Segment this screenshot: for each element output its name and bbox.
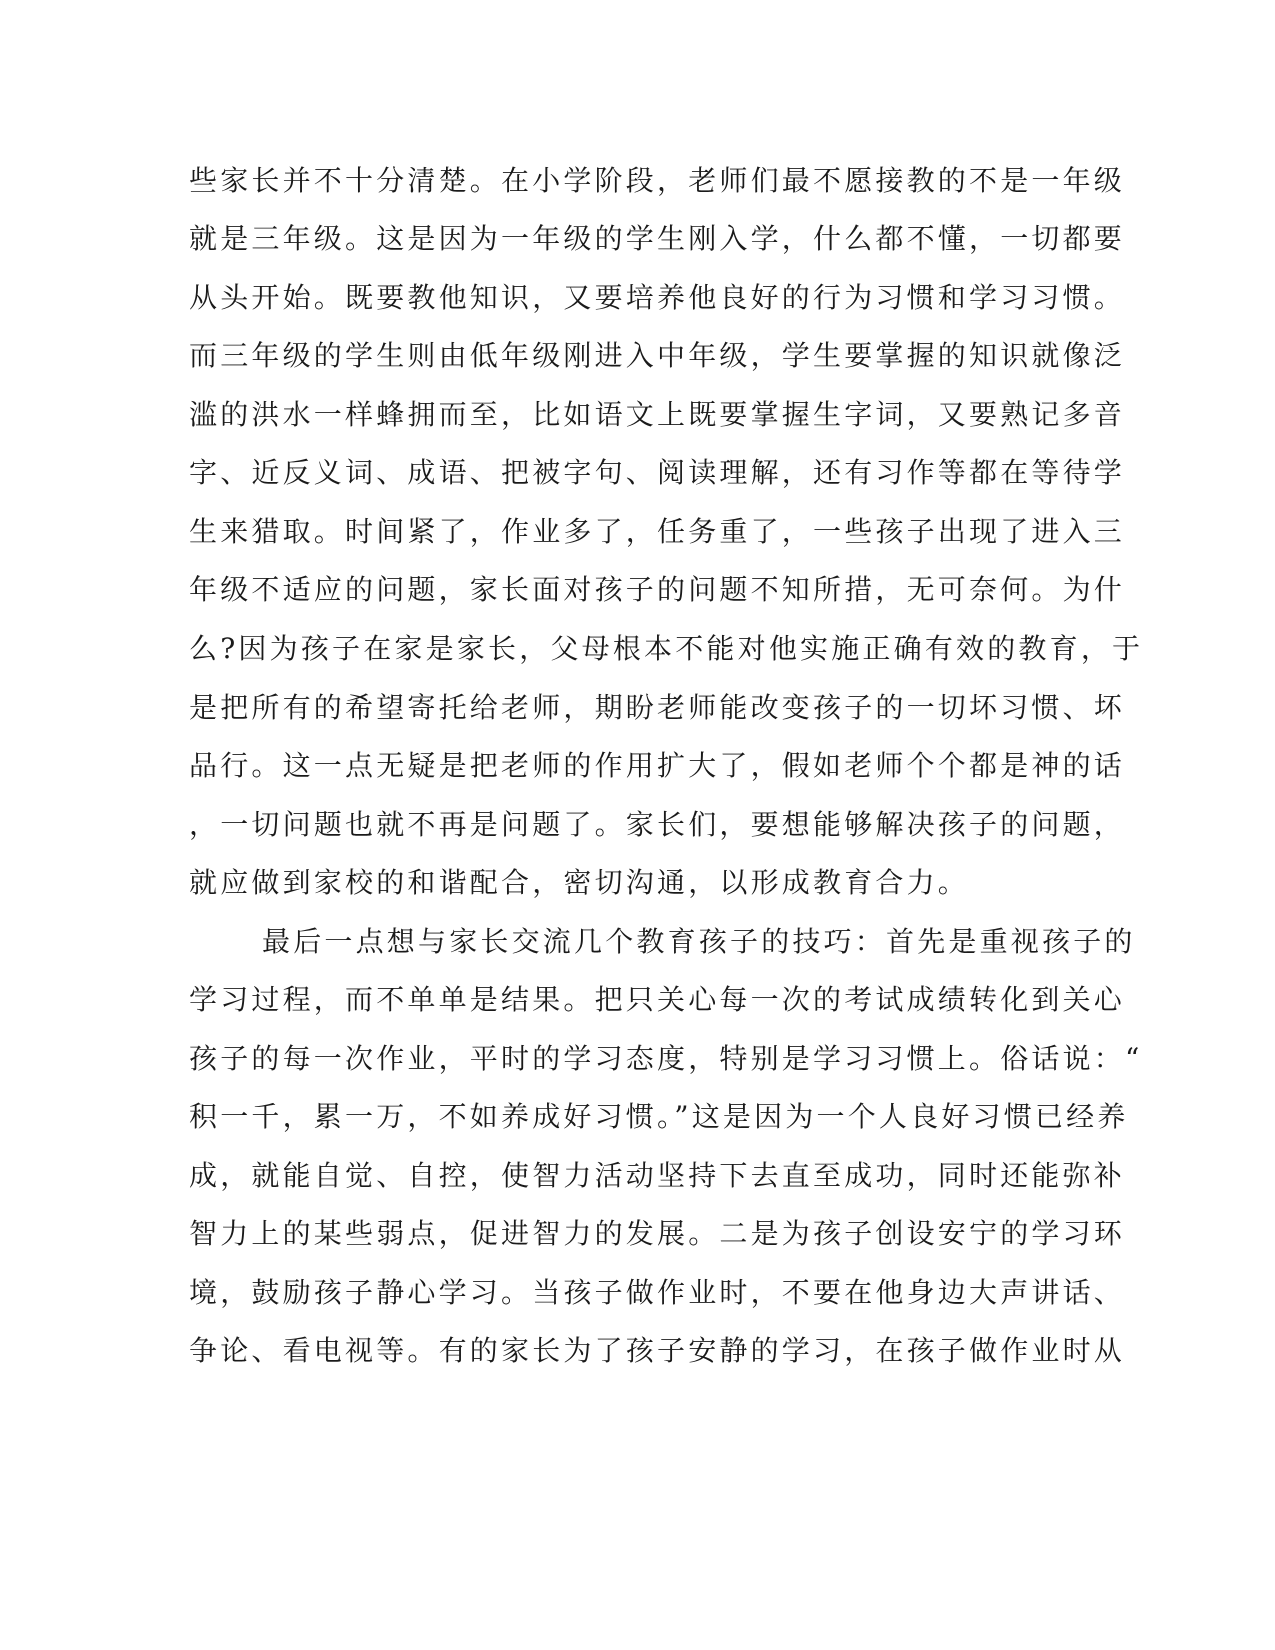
text-line: 品行。这一点无疑是把老师的作用扩大了，假如老师个个都是神的话 — [189, 749, 1126, 782]
text-line: 些家长并不十分清楚。在小学阶段，老师们最不愿接教的不是一年级 — [189, 164, 1126, 197]
text-line: 争论、看电视等。有的家长为了孩子安静的学习，在孩子做作业时从 — [189, 1334, 1126, 1367]
text-line: 境，鼓励孩子静心学习。当孩子做作业时，不要在他身边大声讲话、 — [189, 1276, 1126, 1309]
text-line: 而三年级的学生则由低年级刚进入中年级，学生要掌握的知识就像泛 — [189, 339, 1126, 372]
text-line: 是把所有的希望寄托给老师，期盼老师能改变孩子的一切坏习惯、坏 — [189, 691, 1126, 724]
text-line: 生来猎取。时间紧了，作业多了，任务重了，一些孩子出现了进入三 — [189, 515, 1126, 548]
text-line: 积一千，累一万，不如养成好习惯。”这是因为一个人良好习惯已经养 — [189, 1100, 1129, 1133]
text-line: 么?因为孩子在家是家长，父母根本不能对他实施正确有效的教育，于 — [189, 632, 1144, 665]
text-line: 学习过程，而不单单是结果。把只关心每一次的考试成绩转化到关心 — [189, 983, 1126, 1016]
text-line: 年级不适应的问题，家长面对孩子的问题不知所措，无可奈何。为什 — [189, 573, 1126, 606]
text-line: 最后一点想与家长交流几个教育孩子的技巧：首先是重视孩子的 — [262, 925, 1136, 958]
text-line: 成，就能自觉、自控，使智力活动坚持下去直至成功，同时还能弥补 — [189, 1159, 1126, 1192]
text-line: 就应做到家校的和谐配合，密切沟通，以形成教育合力。 — [189, 866, 970, 899]
text-line: 智力上的某些弱点，促进智力的发展。二是为孩子创设安宁的学习环 — [189, 1217, 1126, 1250]
text-line: 字、近反义词、成语、把被字句、阅读理解，还有习作等都在等待学 — [189, 456, 1126, 489]
text-line: 滥的洪水一样蜂拥而至，比如语文上既要掌握生字词，又要熟记多音 — [189, 398, 1126, 431]
text-line: 从头开始。既要教他知识，又要培养他良好的行为习惯和学习习惯。 — [189, 281, 1126, 314]
text-line: ，一切问题也就不再是问题了。家长们，要想能够解决孩子的问题， — [189, 808, 1126, 841]
text-line: 孩子的每一次作业，平时的学习态度，特别是学习习惯上。俗话说：“ — [189, 1042, 1143, 1075]
text-line: 就是三年级。这是因为一年级的学生刚入学，什么都不懂，一切都要 — [189, 222, 1126, 255]
